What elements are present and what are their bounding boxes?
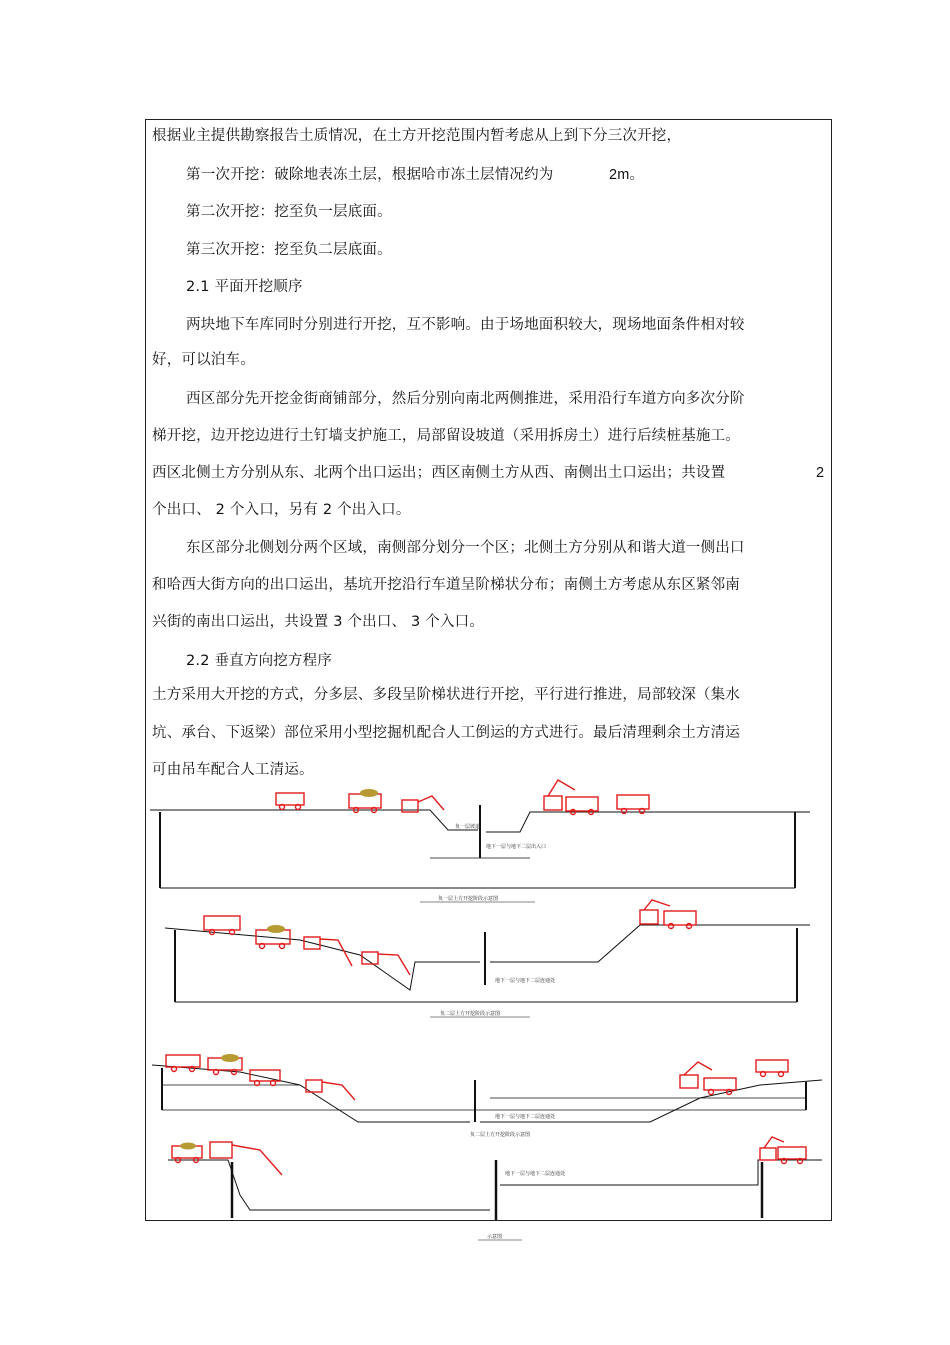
diagram-2-caption: 负二层土方开挖阶段示意图 xyxy=(440,1011,501,1017)
paragraph-step3: 第三次开挖：挖至负二层底面。 xyxy=(186,242,392,258)
dump-truck-icon xyxy=(349,789,381,813)
excavator-icon xyxy=(544,780,575,810)
diagram-1-tag: 负一层坡道 xyxy=(455,824,481,830)
dump-truck-icon xyxy=(208,1054,242,1075)
dump-truck-icon xyxy=(664,911,696,929)
dump-truck-icon xyxy=(276,793,304,810)
dump-truck-icon xyxy=(704,1078,736,1095)
diagram-1-caption: 负一层土方开挖阶段示意图 xyxy=(438,896,499,902)
paragraph-intro: 根据业主提供勘察报告土质情况，在土方开挖范围内暂考虑从上到下分三次开挖， xyxy=(152,128,682,144)
diagram-2-note: 地下一层与地下二层连通处 xyxy=(495,978,556,984)
excavator-icon xyxy=(306,1080,355,1100)
excavator-icon xyxy=(760,1137,784,1160)
paragraph-step2: 第二次开挖：挖至负一层底面。 xyxy=(186,204,392,220)
paragraph-vertical-c: 可由吊车配合人工清运。 xyxy=(152,762,314,778)
paragraph-plan-1b: 好，可以泊车。 xyxy=(152,352,255,368)
dump-truck-icon xyxy=(756,1060,788,1077)
dump-truck-icon xyxy=(166,1055,200,1072)
paragraph-west-c-count: 2 xyxy=(816,465,825,481)
diagram-3-note: 地下一层与地下二层连通处 xyxy=(495,1114,556,1120)
paragraph-step1-depth: 2m。 xyxy=(609,167,645,183)
paragraph-east-c: 兴街的南出口运出，共设置 3 个出口、 3 个入口。 xyxy=(152,614,485,630)
diagram-3-caption: 负二层土方开挖阶段示意图 xyxy=(470,1132,531,1138)
section-heading-2-2: 2.2 垂直方向挖方程序 xyxy=(186,653,333,669)
paragraph-plan-1a: 两块地下车库同时分别进行开挖，互不影响。由于场地面积较大，现场地面条件相对较 xyxy=(186,317,745,333)
section-diagram-4 xyxy=(168,1137,822,1220)
section-diagram-2 xyxy=(165,900,810,1017)
excavator-icon xyxy=(304,937,352,966)
dump-truck-icon xyxy=(204,916,240,935)
paragraph-vertical-a: 土方采用大开挖的方式，分多层、多段呈阶梯状进行开挖，平行进行推进，局部较深（集水 xyxy=(152,687,740,703)
dump-truck-icon xyxy=(778,1147,806,1164)
excavator-icon xyxy=(680,1062,712,1088)
dump-truck-icon xyxy=(617,795,649,814)
diagram-1-note: 地下一层与地下二层出入口 xyxy=(486,844,547,850)
paragraph-east-b: 和哈西大街方向的出口运出，基坑开挖沿行车道呈阶梯状分布；南侧土方考虑从东区紧邻南 xyxy=(152,577,740,593)
section-diagram-3 xyxy=(152,1054,822,1138)
excavator-icon xyxy=(362,952,410,975)
paragraph-step1: 第一次开挖：破除地表冻土层，根据哈市冻土层情况约为 xyxy=(186,167,554,183)
section-diagram-1 xyxy=(150,780,810,902)
paragraph-east-a: 东区部分北侧划分两个区域，南侧部分划分一个区；北侧土方分别从和谐大道一侧出口 xyxy=(186,540,745,556)
paragraph-west-d: 个出口、 2 个入口，另有 2 个出入口。 xyxy=(152,502,411,518)
figure-caption: 示意图 xyxy=(487,1234,503,1240)
paragraph-west-c: 西区北侧土方分别从东、北两个出口运出；西区南侧土方从西、南侧出土口运出；共设置 xyxy=(152,465,726,481)
diagram-4-note: 地下一层与地下二层连通处 xyxy=(505,1171,566,1177)
section-heading-2-1: 2.1 平面开挖顺序 xyxy=(186,279,303,295)
paragraph-west-b: 梯开挖，边开挖边进行土钉墙支护施工，局部留设坡道（采用拆房土）进行后续桩基施工。 xyxy=(152,428,740,444)
paragraph-west-a: 西区部分先开挖金街商铺部分，然后分别向南北两侧推进，采用沿行车道方向多次分阶 xyxy=(186,391,745,407)
excavator-icon xyxy=(210,1142,282,1175)
paragraph-vertical-b: 坑、承台、下返梁）部位采用小型挖掘机配合人工倒运的方式进行。最后清理剩余土方清运 xyxy=(152,725,740,741)
excavator-icon xyxy=(640,900,670,924)
